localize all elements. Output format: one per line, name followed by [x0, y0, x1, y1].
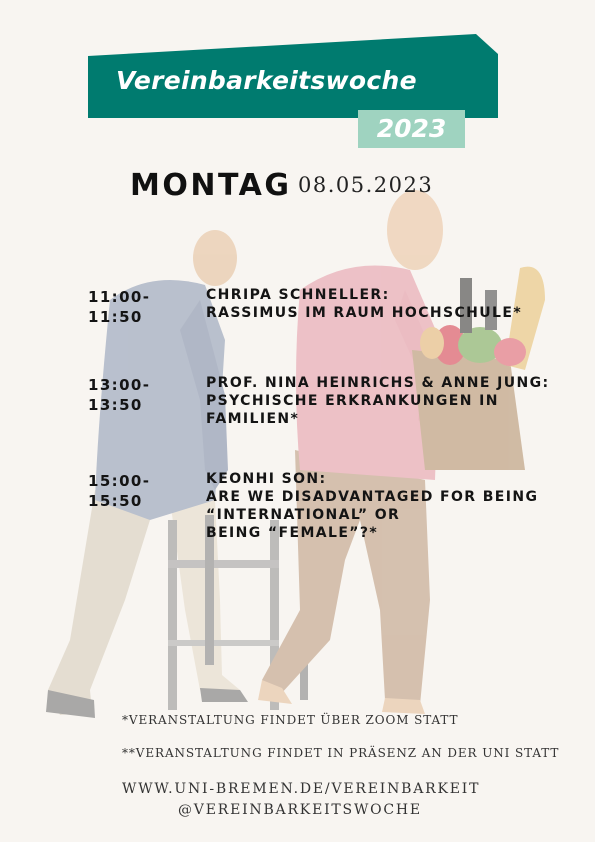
zoom-note: *VERANSTALTUNG FINDET ÜBER ZOOM STATT [122, 713, 459, 727]
presence-note: **VERANSTALTUNG FINDET IN PRÄSENZ AN DER UNI STATT [122, 746, 560, 760]
website-link[interactable]: WWW.UNI-BREMEN.DE/VEREINBARKEIT [122, 781, 481, 797]
year-label: 2023 [376, 114, 447, 143]
session-title: KEONHI SON: ARE WE DISADVANTAGED FOR BEING “INTERNATIONAL” OR BEING “FEMALE”?* [206, 471, 539, 541]
session-time: 15:00- 15:50 [88, 472, 151, 510]
social-handle[interactable]: @VEREINBARKEITSWOCHE [178, 802, 422, 818]
page-title: Vereinbarkeitswoche [116, 66, 417, 95]
session-title: PROF. NINA HEINRICHS & ANNE JUNG: PSYCHISCHE ERKRANKUNGEN IN FAMILIEN* [206, 375, 550, 427]
session-title: CHRIPA SCHNELLER: RASSIMUS IM RAUM HOCHSCHULE* [206, 287, 523, 321]
session-time: 11:00- 11:50 [88, 288, 151, 326]
day-name: MONTAG [130, 168, 292, 203]
session-time: 13:00- 13:50 [88, 376, 151, 414]
day-date: 08.05.2023 [298, 173, 434, 197]
